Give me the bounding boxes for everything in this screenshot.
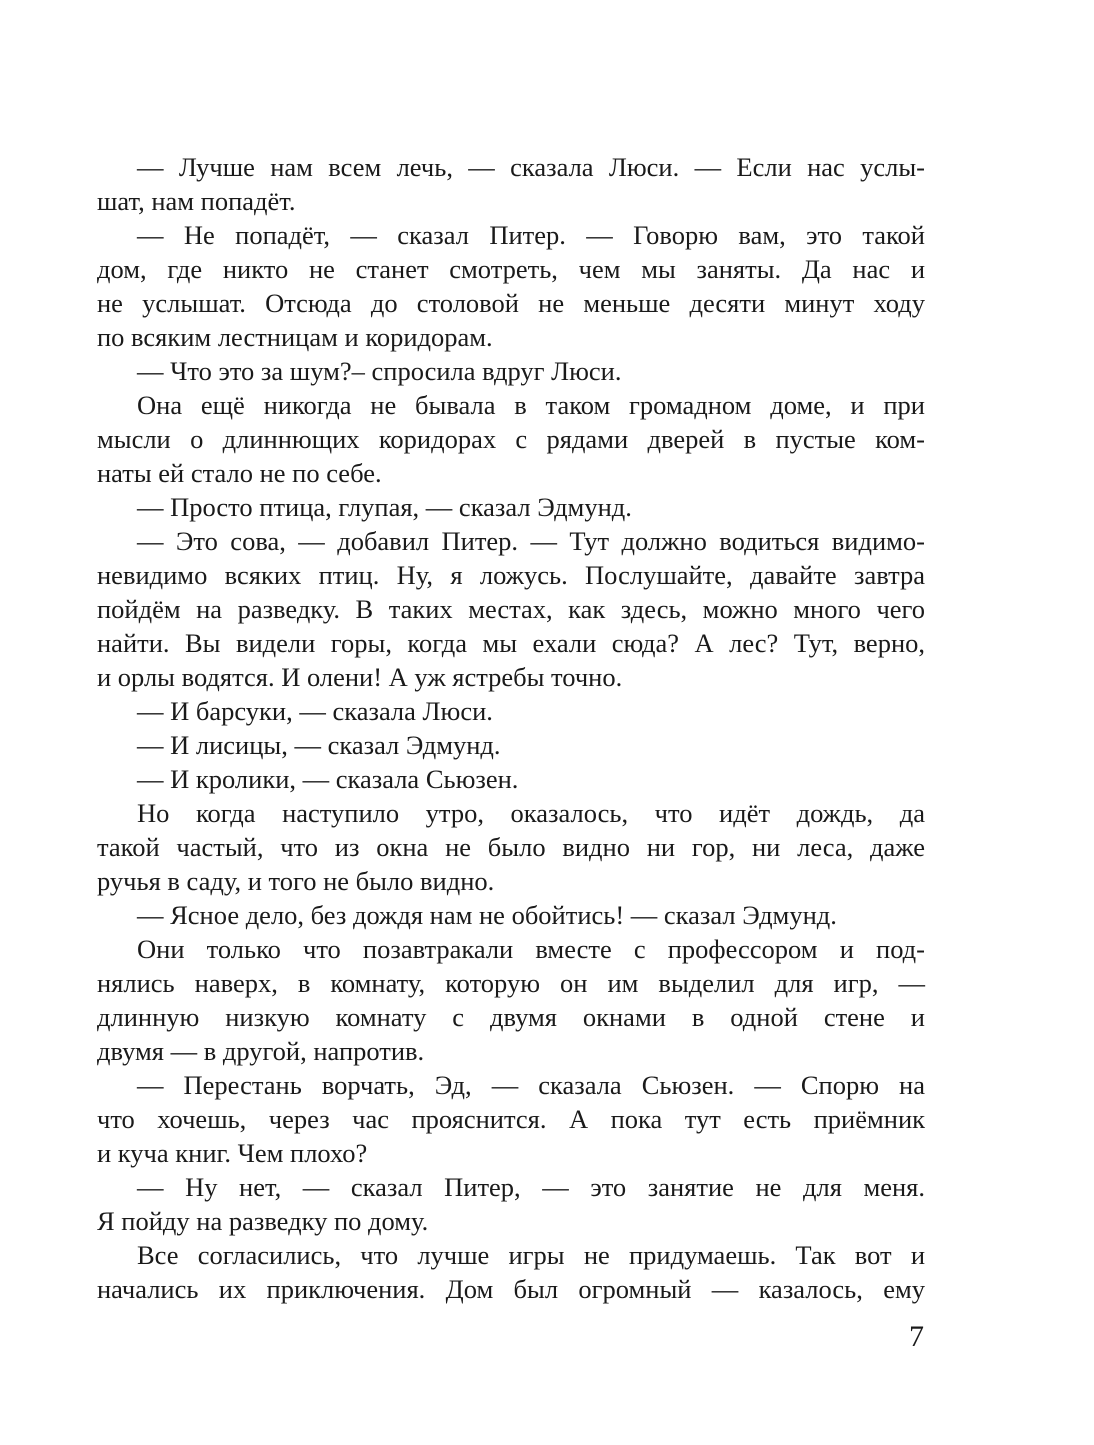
text-line: ручья в саду, и того не было видно. <box>97 866 495 896</box>
text-line: начались их приключения. Дом был огромный — казалось, ему <box>97 1274 925 1304</box>
text-line: двумя — в другой, напротив. <box>97 1036 425 1066</box>
text-line: — Просто птица, глупая, — сказал Эдмунд. <box>137 492 632 522</box>
text-line: Все согласились, что лучше игры не придумаешь. Так вот и <box>137 1240 925 1270</box>
text-line: шат, нам попадёт. <box>97 186 296 216</box>
text-line: и куча книг. Чем плохо? <box>97 1138 368 1168</box>
text-line: по всяким лестницам и коридорам. <box>97 322 493 352</box>
text-line: — И барсуки, — сказала Люси. <box>137 696 493 726</box>
text-line: — И кролики, — сказала Сьюзен. <box>137 764 519 794</box>
text-line: наты ей стало не по себе. <box>97 458 382 488</box>
text-line: — И лисицы, — сказал Эдмунд. <box>137 730 501 760</box>
text-line: — Ясное дело, без дождя нам не обойтись! — сказал Эдмунд. <box>137 900 837 930</box>
text-line: — Перестань ворчать, Эд, — сказала Сьюзен. — Спорю на <box>137 1070 925 1100</box>
text-line: мысли о длиннющих коридорах с рядами дверей в пустые ком- <box>97 424 925 454</box>
text-line: не услышат. Отсюда до столовой не меньше десяти минут ходу <box>97 288 925 318</box>
text-line: нялись наверх, в комнату, которую он им выделил для игр, — <box>97 968 925 998</box>
text-line: Я пойду на разведку по дому. <box>97 1206 429 1236</box>
text-line: — Что это за шум?– спросила вдруг Люси. <box>137 356 622 386</box>
text-line: — Не попадёт, — сказал Питер. — Говорю вам, это такой <box>137 220 925 250</box>
text-line: — Ну нет, — сказал Питер, — это занятие не для меня. <box>137 1172 925 1202</box>
page-text-body <box>97 150 925 1306</box>
text-line: длинную низкую комнату с двумя окнами в одной стене и <box>97 1002 925 1032</box>
text-line: — Лучше нам всем лечь, — сказала Люси. — Если нас услы- <box>137 152 925 182</box>
page-number: 7 <box>909 1320 924 1353</box>
text-line: найти. Вы видели горы, когда мы ехали сюда? А лес? Тут, верно, <box>97 628 925 658</box>
text-line: невидимо всяких птиц. Ну, я ложусь. Послушайте, давайте завтра <box>97 560 925 590</box>
text-line: пойдём на разведку. В таких местах, как здесь, можно много чего <box>97 594 925 624</box>
text-line: — Это сова, — добавил Питер. — Тут должно водиться видимо- <box>137 526 925 556</box>
text-line: Но когда наступило утро, оказалось, что идёт дождь, да <box>137 798 925 828</box>
text-line: Они только что позавтракали вместе с профессором и под- <box>137 934 925 964</box>
text-line: и орлы водятся. И олени! А уж ястребы точно. <box>97 662 623 692</box>
text-line: Она ещё никогда не бывала в таком громадном доме, и при <box>137 390 925 420</box>
text-line: что хочешь, через час прояснится. А пока тут есть приёмник <box>97 1104 925 1134</box>
text-line: дом, где никто не станет смотреть, чем мы заняты. Да нас и <box>97 254 925 284</box>
text-line: такой частый, что из окна не было видно ни гор, ни леса, даже <box>97 832 925 862</box>
